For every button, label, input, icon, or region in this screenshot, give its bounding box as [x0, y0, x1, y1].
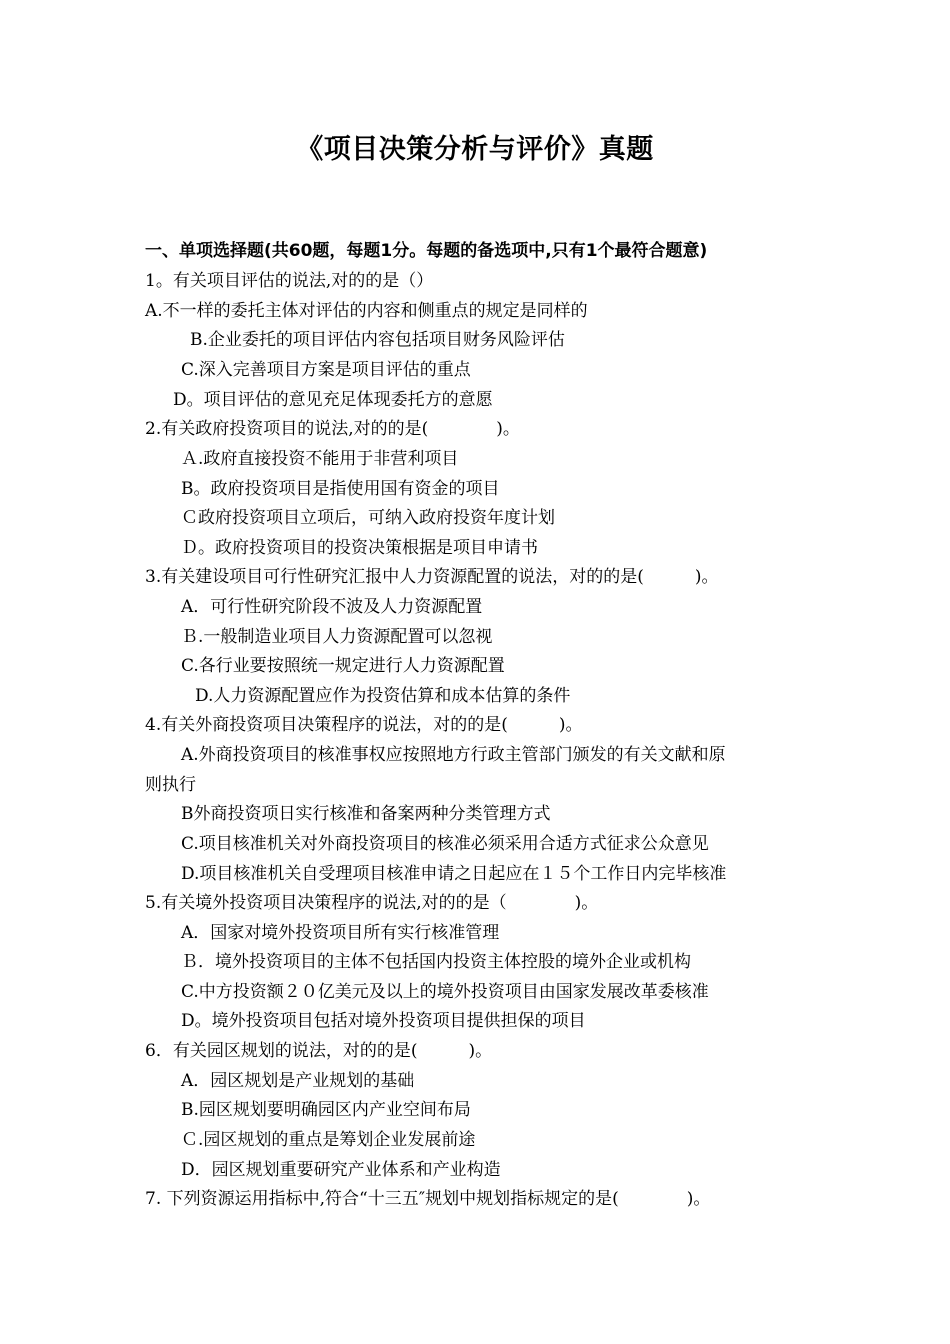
question-stem: 1。有关项目评估的说法,对的的是（）: [145, 271, 434, 291]
option-line: D．园区规划重要研究产业体系和产业构造: [181, 1160, 501, 1180]
document-title: 《项目决策分析与评价》真题: [296, 134, 654, 165]
option-line: D。境外投资项目包括对境外投资项目提供担保的项目: [181, 1011, 586, 1031]
section-heading: 一、单项选择题(共60题，每题1分。每题的备选项中,只有1个最符合题意): [145, 241, 708, 261]
option-line: Ｂ.一般制造业项目人力资源配置可以忽视: [181, 627, 493, 647]
option-line: C.各行业要按照统一规定进行人力资源配置: [181, 656, 505, 676]
option-line: D.项目核准机关自受理项目核准申请之日起应在１５个工作日内完毕核准: [181, 864, 727, 884]
option-line: A．可行性研究阶段不波及人力资源配置: [181, 597, 483, 617]
option-line: A.不一样的委托主体对评估的内容和侧重点的规定是同样的: [145, 301, 588, 321]
option-line: Ｃ政府投资项目立项后，可纳入政府投资年度计划: [181, 508, 555, 528]
question-stem: 2.有关政府投资项目的说法,对的的是( )。: [145, 419, 520, 439]
option-line: Ｂ．境外投资项目的主体不包括国内投资主体控股的境外企业或机构: [181, 952, 691, 972]
question-stem: 4.有关外商投资项目决策程序的说法，对的的是( )。: [145, 715, 583, 735]
question-stem: 5.有关境外投资项目决策程序的说法,对的的是（ )。: [145, 893, 599, 913]
option-line: C.深入完善项目方案是项目评估的重点: [181, 360, 471, 380]
option-line: A.外商投资项目的核准事权应按照地方行政主管部门颁发的有关文献和原: [181, 745, 726, 765]
option-line: A．国家对境外投资项目所有实行核准管理: [181, 923, 500, 943]
question-stem: 7. 下列资源运用指标中,符合“十三五″规划中规划指标规定的是( )。: [145, 1189, 711, 1209]
question-stem: 3.有关建设项目可行性研究汇报中人力资源配置的说法，对的的是( )。: [145, 567, 719, 587]
option-line: B外商投资项日实行核准和备案两种分类管理方式: [181, 804, 551, 824]
option-line: Ｃ.园区规划的重点是筹划企业发展前途: [181, 1130, 476, 1150]
option-line: B.企业委托的项目评估内容包括项目财务风险评估: [190, 330, 565, 350]
option-line: B。政府投资项目是指使用国有资金的项目: [181, 479, 500, 499]
option-line: A．园区规划是产业规划的基础: [181, 1071, 415, 1091]
option-line: 则执行: [145, 775, 196, 795]
option-line: D.人力资源配置应作为投资估算和成本估算的条件: [195, 686, 571, 706]
option-line: C.中方投资额２０亿美元及以上的境外投资项目由国家发展改革委核准: [181, 982, 709, 1002]
option-line: B.园区规划要明确园区内产业空间布局: [181, 1100, 471, 1120]
option-line: Ａ.政府直接投资不能用于非营利项目: [181, 449, 459, 469]
question-stem: 6．有关园区规划的说法，对的的是( )。: [145, 1041, 493, 1061]
option-line: C.项目核准机关对外商投资项目的核准必须采用合适方式征求公众意见: [181, 834, 709, 854]
option-line: Ｄ。政府投资项目的投资决策根据是项目申请书: [181, 538, 538, 558]
option-line: D。项目评估的意见充足体现委托方的意愿: [173, 390, 493, 410]
